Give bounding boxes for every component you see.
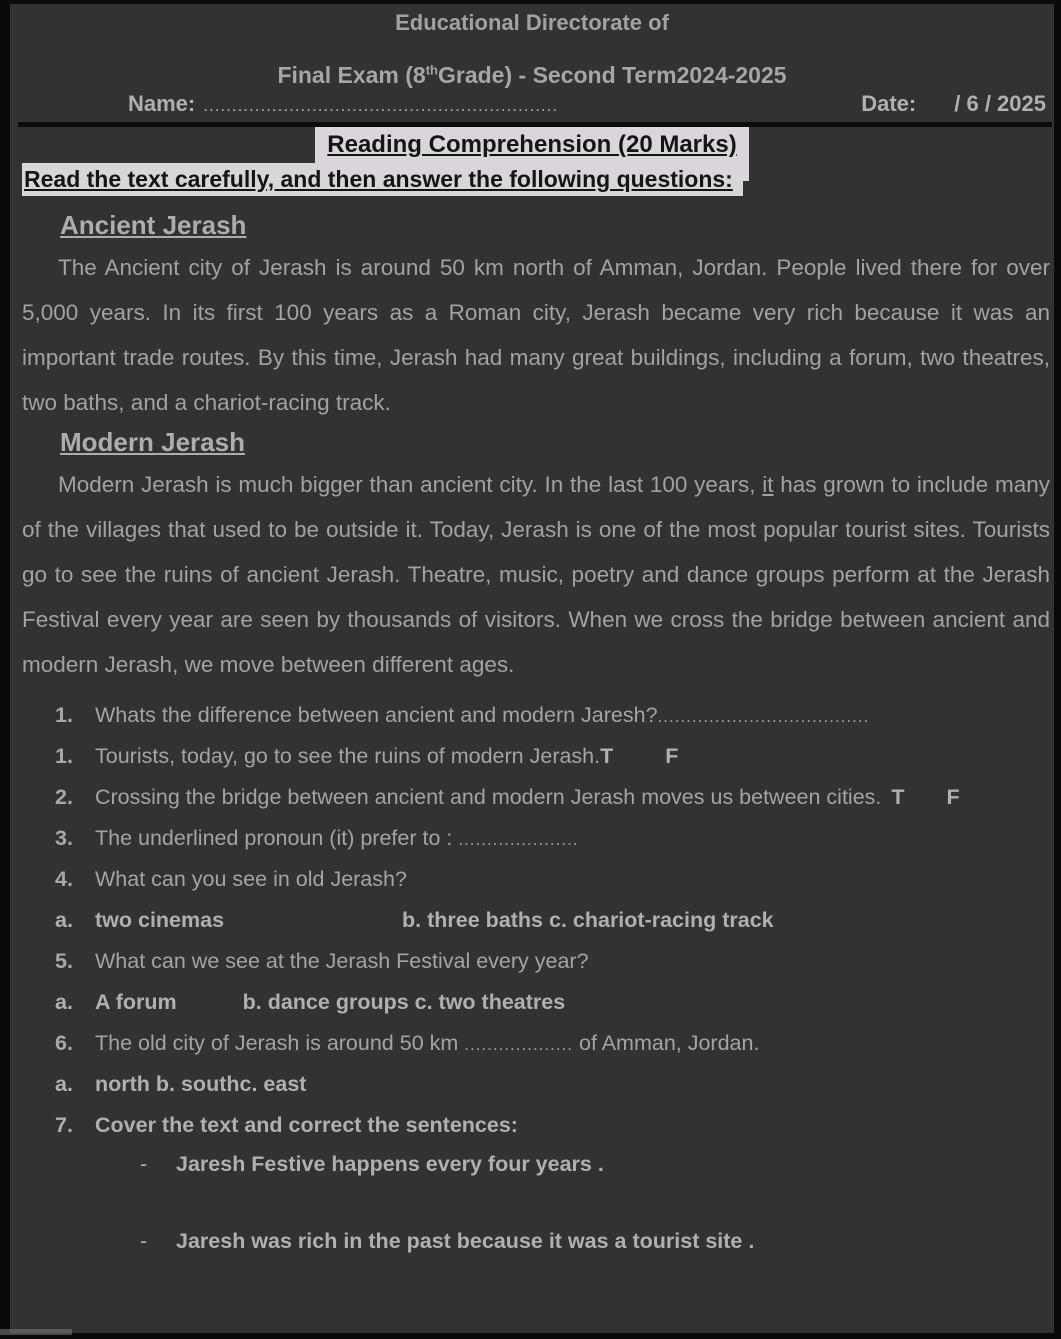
answer-dotted-line: ..................................... xyxy=(657,707,870,726)
question-6-options xyxy=(55,1072,1048,1097)
option-text xyxy=(95,990,565,1015)
q6-after-blank: of Amman, Jordan. xyxy=(573,1031,760,1055)
tf2-text: Crossing the bridge between ancient and modern Jerash moves us between cities. xyxy=(95,785,882,809)
directorate-title: Educational Directorate of xyxy=(395,10,669,35)
name-date-row xyxy=(10,91,1054,117)
question-number: 3. xyxy=(55,826,73,850)
q6-before-blank: The old city of Jerash is around 50 km xyxy=(95,1031,465,1055)
option-text: north b. southc. east xyxy=(95,1072,307,1096)
question-4-old-jerash xyxy=(55,867,1048,892)
question-text xyxy=(95,1031,759,1056)
answer-dotted-line: ..................... xyxy=(458,830,579,849)
date-label: Date: xyxy=(861,91,917,116)
tf1-text: Tourists, today, go to see the ruins of modern Jerash. xyxy=(95,744,601,768)
passage-heading-ancient: Ancient Jerash xyxy=(60,210,247,240)
question-open-difference xyxy=(55,703,1048,728)
correct-sentence-1 xyxy=(140,1152,1054,1177)
question-text xyxy=(95,826,579,851)
exam-title-prefix: Final Exam (8 xyxy=(277,62,426,88)
exam-title xyxy=(10,62,1054,89)
para2-after: has grown to include many of the villages that used to be outside it. Today, Jerash is one of the most popular tourist sites. Tourists go to see the ruins of ancient Jerash. Theatre, music, poetry and dance groups perform at the Jerash Festival every year are seen by thousands of visitors. When we cross the bridge between ancient and modern Jerash, we move between different ages. xyxy=(22,472,1050,677)
question-number: 1. xyxy=(55,703,73,727)
question-text: What can we see at the Jerash Festival every year? xyxy=(95,949,589,973)
exam-title-suffix: Grade) - Second Term2024-2025 xyxy=(438,62,787,88)
instruction-line xyxy=(22,163,1054,196)
question-6-distance xyxy=(55,1031,1048,1056)
false-option: F xyxy=(665,744,679,768)
q3-text: The underlined pronoun (it) prefer to : xyxy=(95,826,453,850)
instruction-text: Read the text carefully, and then answer the following questions: xyxy=(22,163,743,196)
dash-bullet: - xyxy=(140,1229,148,1253)
para2-before: Modern Jerash is much bigger than ancient city. In the last 100 years, xyxy=(58,472,763,497)
options-b-c-text: b. three baths c. chariot-racing track xyxy=(402,908,774,932)
question-number: 2. xyxy=(55,785,73,809)
question-number: 6. xyxy=(55,1031,73,1055)
false-option: F xyxy=(946,785,960,809)
true-option: T xyxy=(600,744,614,768)
sentence-to-correct: Jaresh Festive happens every four years . xyxy=(176,1152,604,1176)
question-open-text: Whats the difference between ancient and modern Jaresh? xyxy=(95,703,658,727)
question-text xyxy=(95,744,678,769)
question-number: 7. xyxy=(55,1113,73,1137)
question-5-options xyxy=(55,990,1048,1015)
sentence-to-correct: Jaresh was rich in the past because it was a tourist site . xyxy=(176,1229,755,1253)
name-blank-line: .............................................................. xyxy=(203,96,559,115)
date-value: / 6 / 2025 xyxy=(954,91,1046,116)
exam-title-superscript: th xyxy=(425,62,438,78)
true-option: T xyxy=(891,785,905,809)
question-7-correct-sentences xyxy=(55,1113,1048,1138)
question-tf-2 xyxy=(55,785,1048,810)
question-tf-1 xyxy=(55,744,1048,769)
dash-bullet: - xyxy=(140,1152,148,1176)
question-number: 1. xyxy=(55,744,73,768)
correct-sentence-2 xyxy=(140,1229,1054,1254)
question-text: Cover the text and correct the sentences: xyxy=(95,1113,518,1137)
option-letter-a: a. xyxy=(55,990,73,1014)
question-5-festival xyxy=(55,949,1048,974)
question-text: What can you see in old Jerash? xyxy=(95,867,407,891)
question-text xyxy=(95,785,960,810)
underlined-pronoun-it: it xyxy=(762,472,774,497)
question-number: 4. xyxy=(55,867,73,891)
question-number: 5. xyxy=(55,949,73,973)
question-4-options xyxy=(55,908,1048,933)
page-corner-artifact xyxy=(0,1329,72,1335)
options-b-c-text: b. dance groups c. two theatres xyxy=(242,990,566,1014)
question-3-pronoun xyxy=(55,826,1048,851)
passage-heading-modern: Modern Jerash xyxy=(60,427,245,457)
name-label: Name: xyxy=(128,91,196,116)
exam-page xyxy=(10,4,1054,1333)
question-text xyxy=(95,703,869,728)
option-a-text: A forum xyxy=(95,990,177,1014)
option-a-text: two cinemas xyxy=(95,908,225,932)
passage-paragraph-ancient: The Ancient city of Jerash is around 50 km north of Amman, Jordan. People lived there for over 5,000 years. In its first 100 years as a Roman city, Jerash became very rich because it was an important trade routes. By this time, Jerash had many great buildings, including a forum, two theatres, two baths, and a chariot-racing track. xyxy=(22,255,1050,415)
option-text xyxy=(95,908,774,933)
answer-dotted-line: ................... xyxy=(464,1035,574,1054)
option-letter-a: a. xyxy=(55,1072,73,1096)
option-letter-a: a. xyxy=(55,908,73,932)
section-title: Reading Comprehension (20 Marks) xyxy=(315,127,748,181)
passage-paragraph-modern xyxy=(22,462,1050,687)
